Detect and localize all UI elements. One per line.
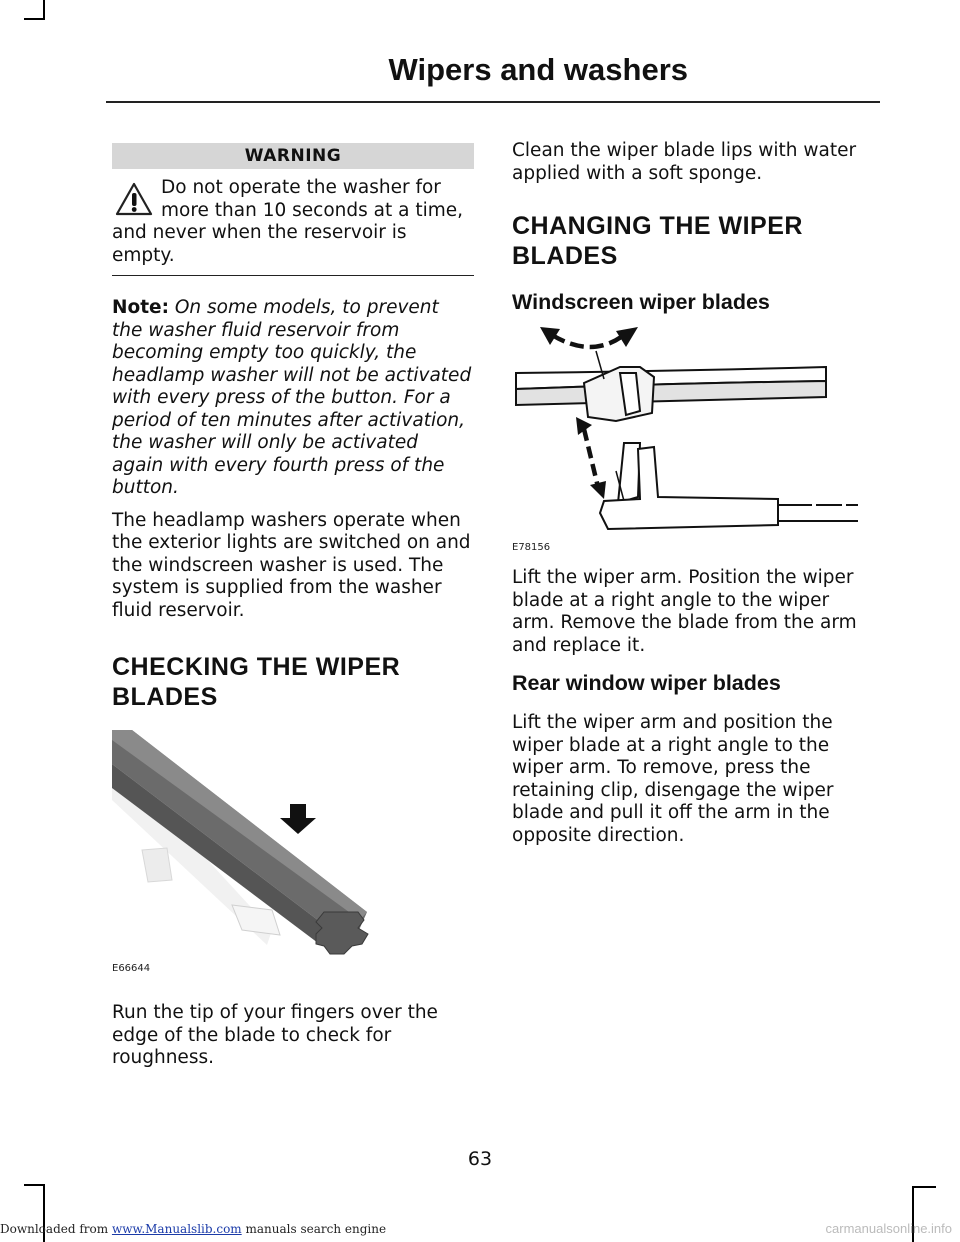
windscreen-wiper-illustration	[512, 321, 862, 547]
left-column	[112, 143, 474, 1070]
section-heading-changing: CHANGING THE WIPER BLADES	[512, 212, 803, 270]
lift-paragraph: Lift the wiper arm. Position the wiper blade at a right angle to the wiper arm. Remove the blade from the arm and replace it.	[512, 567, 857, 656]
rear-paragraph: Lift the wiper arm and position the wiper blade at a right angle to the wiper arm. To remove, press the retaining clip, disengage the wiper blade and pull it off the arm in the opposite direction.	[512, 712, 834, 846]
footer-prefix: Downloaded from	[0, 1222, 112, 1236]
page-title: Wipers and washers	[388, 52, 688, 87]
download-footer	[0, 1222, 386, 1236]
warning-box	[112, 177, 474, 267]
page-number: 63	[467, 1148, 493, 1170]
subheading-rear: Rear window wiper blades	[512, 671, 781, 695]
figure-id-e78156: E78156	[512, 542, 551, 553]
footer-suffix: manuals search engine	[241, 1222, 387, 1236]
section-heading-checking: CHECKING THE WIPER BLADES	[112, 653, 401, 711]
warning-text-line2: more than 10 seconds at a time,	[161, 199, 464, 221]
warning-text-line1: Do not operate the washer for	[161, 177, 441, 198]
headlamp-paragraph: The headlamp washers operate when the exterior lights are switched on and the windscreen washer is used. The system is supplied from the washer fluid reservoir.	[112, 509, 471, 621]
wiper-blade-edge-illustration	[112, 730, 474, 970]
subheading-windscreen: Windscreen wiper blades	[512, 290, 770, 314]
watermark: carmanualsonline.info	[825, 1221, 952, 1236]
note-text: On some models, to prevent the washer fluid reservoir from becoming empty too quickly, the headlamp washer will not be activated with every press of the button. For a period of ten minutes after activation, the washer will only be activated again with every fourth press of the button.	[112, 297, 472, 498]
note-paragraph	[112, 297, 474, 500]
crop-mark	[24, 1184, 45, 1186]
right-column	[512, 140, 877, 847]
run-paragraph: Run the tip of your fingers over the edge of the blade to check for roughness.	[112, 1002, 438, 1068]
crop-mark	[43, 0, 45, 18]
warning-triangle-icon	[114, 181, 154, 217]
figure-id-e66644: E66644	[112, 963, 151, 974]
crop-mark	[24, 18, 45, 20]
warning-text-rest: and never when the reservoir is empty.	[112, 222, 407, 266]
note-label: Note:	[112, 297, 169, 318]
footer-link[interactable]: www.Manualslib.com	[111, 1222, 242, 1236]
figure-windscreen-wiper	[512, 321, 862, 553]
clean-paragraph: Clean the wiper blade lips with water applied with a soft sponge.	[512, 140, 857, 184]
warning-divider	[112, 275, 474, 276]
figure-wiper-blade	[112, 730, 474, 974]
warning-heading: WARNING	[112, 143, 474, 169]
title-divider	[106, 101, 880, 103]
crop-mark	[912, 1186, 936, 1188]
